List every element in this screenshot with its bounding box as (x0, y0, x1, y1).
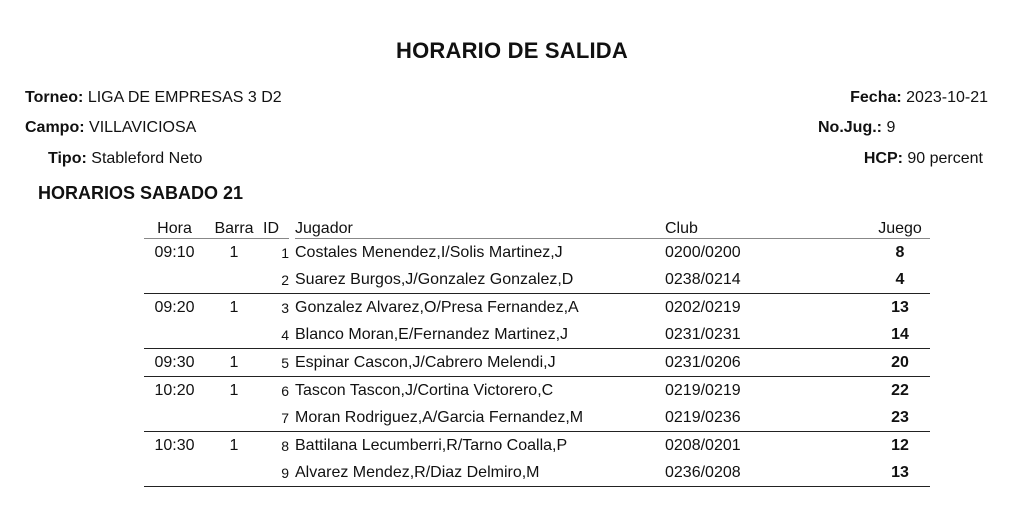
cell-club: 0202/0219 (665, 294, 870, 322)
header-barra: Barra (205, 219, 263, 239)
header-hora: Hora (144, 219, 205, 239)
torneo-field (25, 89, 282, 107)
cell-club: 0238/0214 (665, 270, 741, 288)
cell-hora (144, 321, 205, 349)
fecha-label: Fecha: (850, 89, 902, 106)
tipo-label: Tipo: (48, 150, 87, 167)
cell-juego: 23 (891, 408, 909, 426)
cell-id: 5 (263, 349, 295, 377)
cell-juego: 14 (891, 325, 909, 343)
campo-label: Campo: (25, 119, 85, 136)
torneo-label: Torneo: (25, 89, 84, 106)
nojug-value: 9 (886, 119, 896, 136)
torneo-value: LIGA DE EMPRESAS 3 D2 (87, 89, 282, 106)
cell-jugador: Blanco Moran,E/Fernandez Martinez,J (295, 325, 569, 343)
nojug-field (818, 119, 895, 137)
table-row (144, 239, 930, 266)
page-title: HORARIO DE SALIDA (396, 38, 628, 63)
cell-id: 1 (281, 244, 289, 261)
fecha-field (850, 89, 988, 107)
cell-hora (144, 266, 205, 294)
cell-id: 2 (281, 271, 289, 288)
cell-jugador: Alvarez Mendez,R/Diaz Delmiro,M (295, 459, 665, 487)
table-row (144, 459, 930, 487)
cell-barra: 1 (205, 349, 263, 377)
table-header-row (144, 219, 930, 239)
cell-hora (144, 459, 205, 487)
cell-id: 4 (281, 326, 289, 343)
hcp-label: HCP: (863, 150, 903, 167)
cell-hora: 10:20 (144, 377, 205, 405)
cell-id: 7 (281, 409, 289, 426)
cell-jugador: Espinar Cascon,J/Cabrero Melendi,J (295, 349, 665, 377)
cell-juego: 12 (870, 432, 930, 460)
campo-field (25, 119, 196, 137)
tee-times-table (144, 219, 930, 487)
cell-barra (205, 459, 263, 487)
cell-jugador: Costales Menendez,I/Solis Martinez,J (295, 243, 563, 261)
cell-barra: 1 (205, 377, 263, 405)
hcp-value: 90 percent (907, 150, 983, 167)
header-juego: Juego (870, 219, 930, 239)
cell-club: 0236/0208 (665, 459, 870, 487)
table-row (144, 377, 930, 405)
hcp-field (864, 150, 983, 168)
cell-id: 6 (263, 377, 295, 405)
table-row (144, 294, 930, 322)
cell-hora: 10:30 (144, 432, 205, 460)
cell-barra: 1 (229, 243, 239, 261)
nojug-label: No.Jug.: (818, 119, 882, 136)
cell-barra (205, 266, 263, 294)
cell-juego: 8 (895, 243, 905, 261)
cell-hora: 09:20 (144, 294, 205, 322)
cell-jugador: Suarez Burgos,J/Gonzalez Gonzalez,D (295, 270, 574, 288)
cell-jugador: Tascon Tascon,J/Cortina Victorero,C (295, 377, 665, 405)
tipo-value: Stableford Neto (91, 150, 203, 167)
fecha-value: 2023-10-21 (906, 89, 988, 106)
header-jugador: Jugador (295, 219, 665, 239)
cell-juego: 13 (870, 459, 930, 487)
cell-juego: 4 (895, 270, 905, 288)
cell-club: 0231/0231 (665, 325, 741, 343)
cell-barra (205, 321, 263, 349)
cell-juego: 20 (870, 349, 930, 377)
cell-club: 0219/0236 (665, 408, 741, 426)
table-row (144, 321, 930, 349)
table-row (144, 349, 930, 377)
cell-jugador: Moran Rodriguez,A/Garcia Fernandez,M (295, 408, 584, 426)
cell-hora: 09:10 (154, 243, 195, 261)
header-id: ID (263, 219, 295, 239)
cell-club: 0231/0206 (665, 349, 870, 377)
header-club: Club (665, 219, 870, 239)
cell-juego: 13 (870, 294, 930, 322)
cell-id: 9 (263, 459, 295, 487)
cell-juego: 22 (870, 377, 930, 405)
cell-barra: 1 (205, 432, 263, 460)
cell-id: 8 (263, 432, 295, 460)
cell-barra: 1 (205, 294, 263, 322)
cell-hora: 09:30 (144, 349, 205, 377)
section-title: HORARIOS SABADO 21 (38, 183, 244, 203)
table-row (144, 266, 930, 294)
cell-id: 3 (263, 294, 295, 322)
table-row (144, 432, 930, 460)
cell-club: 0219/0219 (665, 377, 870, 405)
cell-club: 0200/0200 (665, 243, 741, 261)
campo-value: VILLAVICIOSA (89, 119, 197, 136)
tipo-field (48, 150, 202, 168)
cell-club: 0208/0201 (665, 432, 870, 460)
table-row (144, 404, 930, 432)
cell-jugador: Battilana Lecumberri,R/Tarno Coalla,P (295, 432, 665, 460)
cell-jugador: Gonzalez Alvarez,O/Presa Fernandez,A (295, 294, 665, 322)
cell-hora (144, 404, 205, 432)
cell-barra (205, 404, 263, 432)
